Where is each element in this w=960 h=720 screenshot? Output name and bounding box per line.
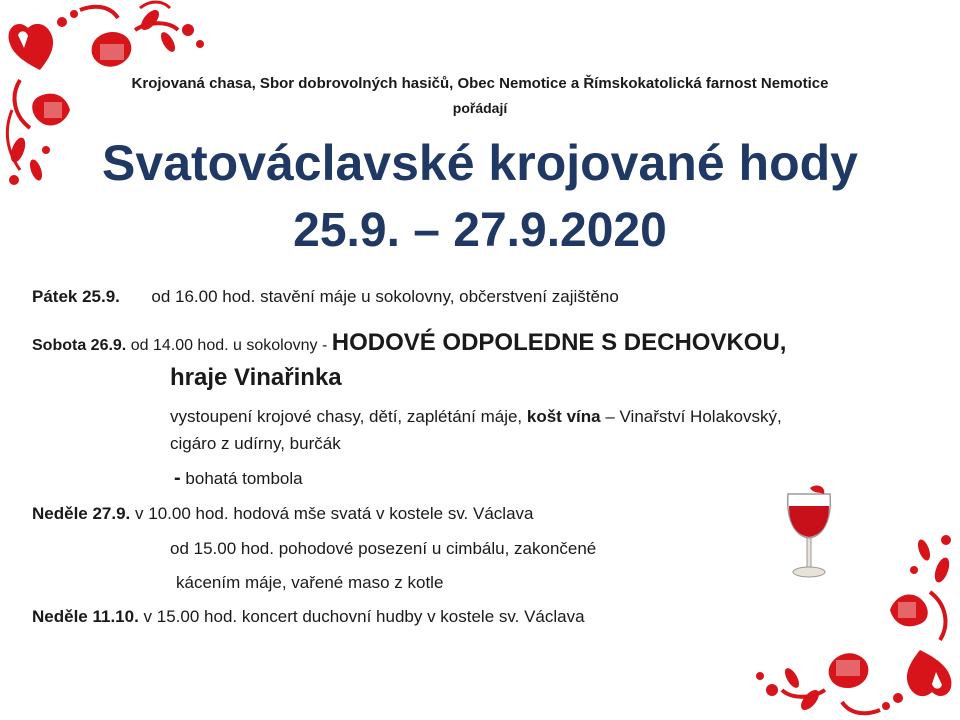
day-label: Sobota 26.9. <box>32 337 127 354</box>
saturday-tombola <box>174 467 303 490</box>
saturday-detail-b: košt vína <box>526 407 601 426</box>
program-sunday <box>32 504 533 524</box>
sunday-line-2: od 15.00 hod. pohodové posezení u cimbálu, zakončené <box>170 539 597 558</box>
sunday-line-3: kácením máje, vařené maso z kotle <box>176 573 444 592</box>
organizers: Krojovaná chasa, Sbor dobrovolných hasičů, Obec Nemotice a Římskokatolická farnost Nemotice <box>131 75 829 92</box>
bullet-dash: - <box>174 467 181 489</box>
day-label: Neděle 11.10. <box>32 607 139 626</box>
saturday-text: od 14.00 hod. u sokolovny - <box>130 337 328 354</box>
saturday-highlight: HODOVÉ ODPOLEDNE S DECHOVKOU, <box>331 329 787 356</box>
sunday-text: v 10.00 hod. hodová mše svatá v kostele sv. Václava <box>135 504 534 523</box>
event-dates: 25.9. – 27.9.2020 <box>293 204 667 257</box>
day-label: Pátek 25.9. <box>32 287 120 306</box>
saturday-detail-a: vystoupení krojové chasy, dětí, zaplétání máje, <box>170 407 523 426</box>
saturday-detail-2: cigáro z udírny, burčák <box>170 434 341 453</box>
saturday-highlight-2: hraje Vinařinka <box>170 364 342 391</box>
tombola-text: bohatá tombola <box>185 469 303 488</box>
day-label: Neděle 27.9. <box>32 504 131 523</box>
friday-text: od 16.00 hod. stavění máje u sokolovny, občerstvení zajištěno <box>151 287 619 306</box>
event-title: Svatováclavské krojované hody <box>102 135 858 191</box>
saturday-detail-c: – Vinařství Holakovský, <box>605 407 782 426</box>
folk-ornament-bottom-right <box>745 520 960 720</box>
organizers-verb: pořádají <box>452 100 508 116</box>
sunday2-text: v 15.00 hod. koncert duchovní hudby v kostele sv. Václava <box>143 607 585 626</box>
program-sunday-2 <box>32 607 585 627</box>
program-friday <box>32 287 619 307</box>
wine-glass-icon <box>780 484 838 580</box>
program-saturday <box>32 329 786 357</box>
saturday-detail <box>170 407 782 427</box>
